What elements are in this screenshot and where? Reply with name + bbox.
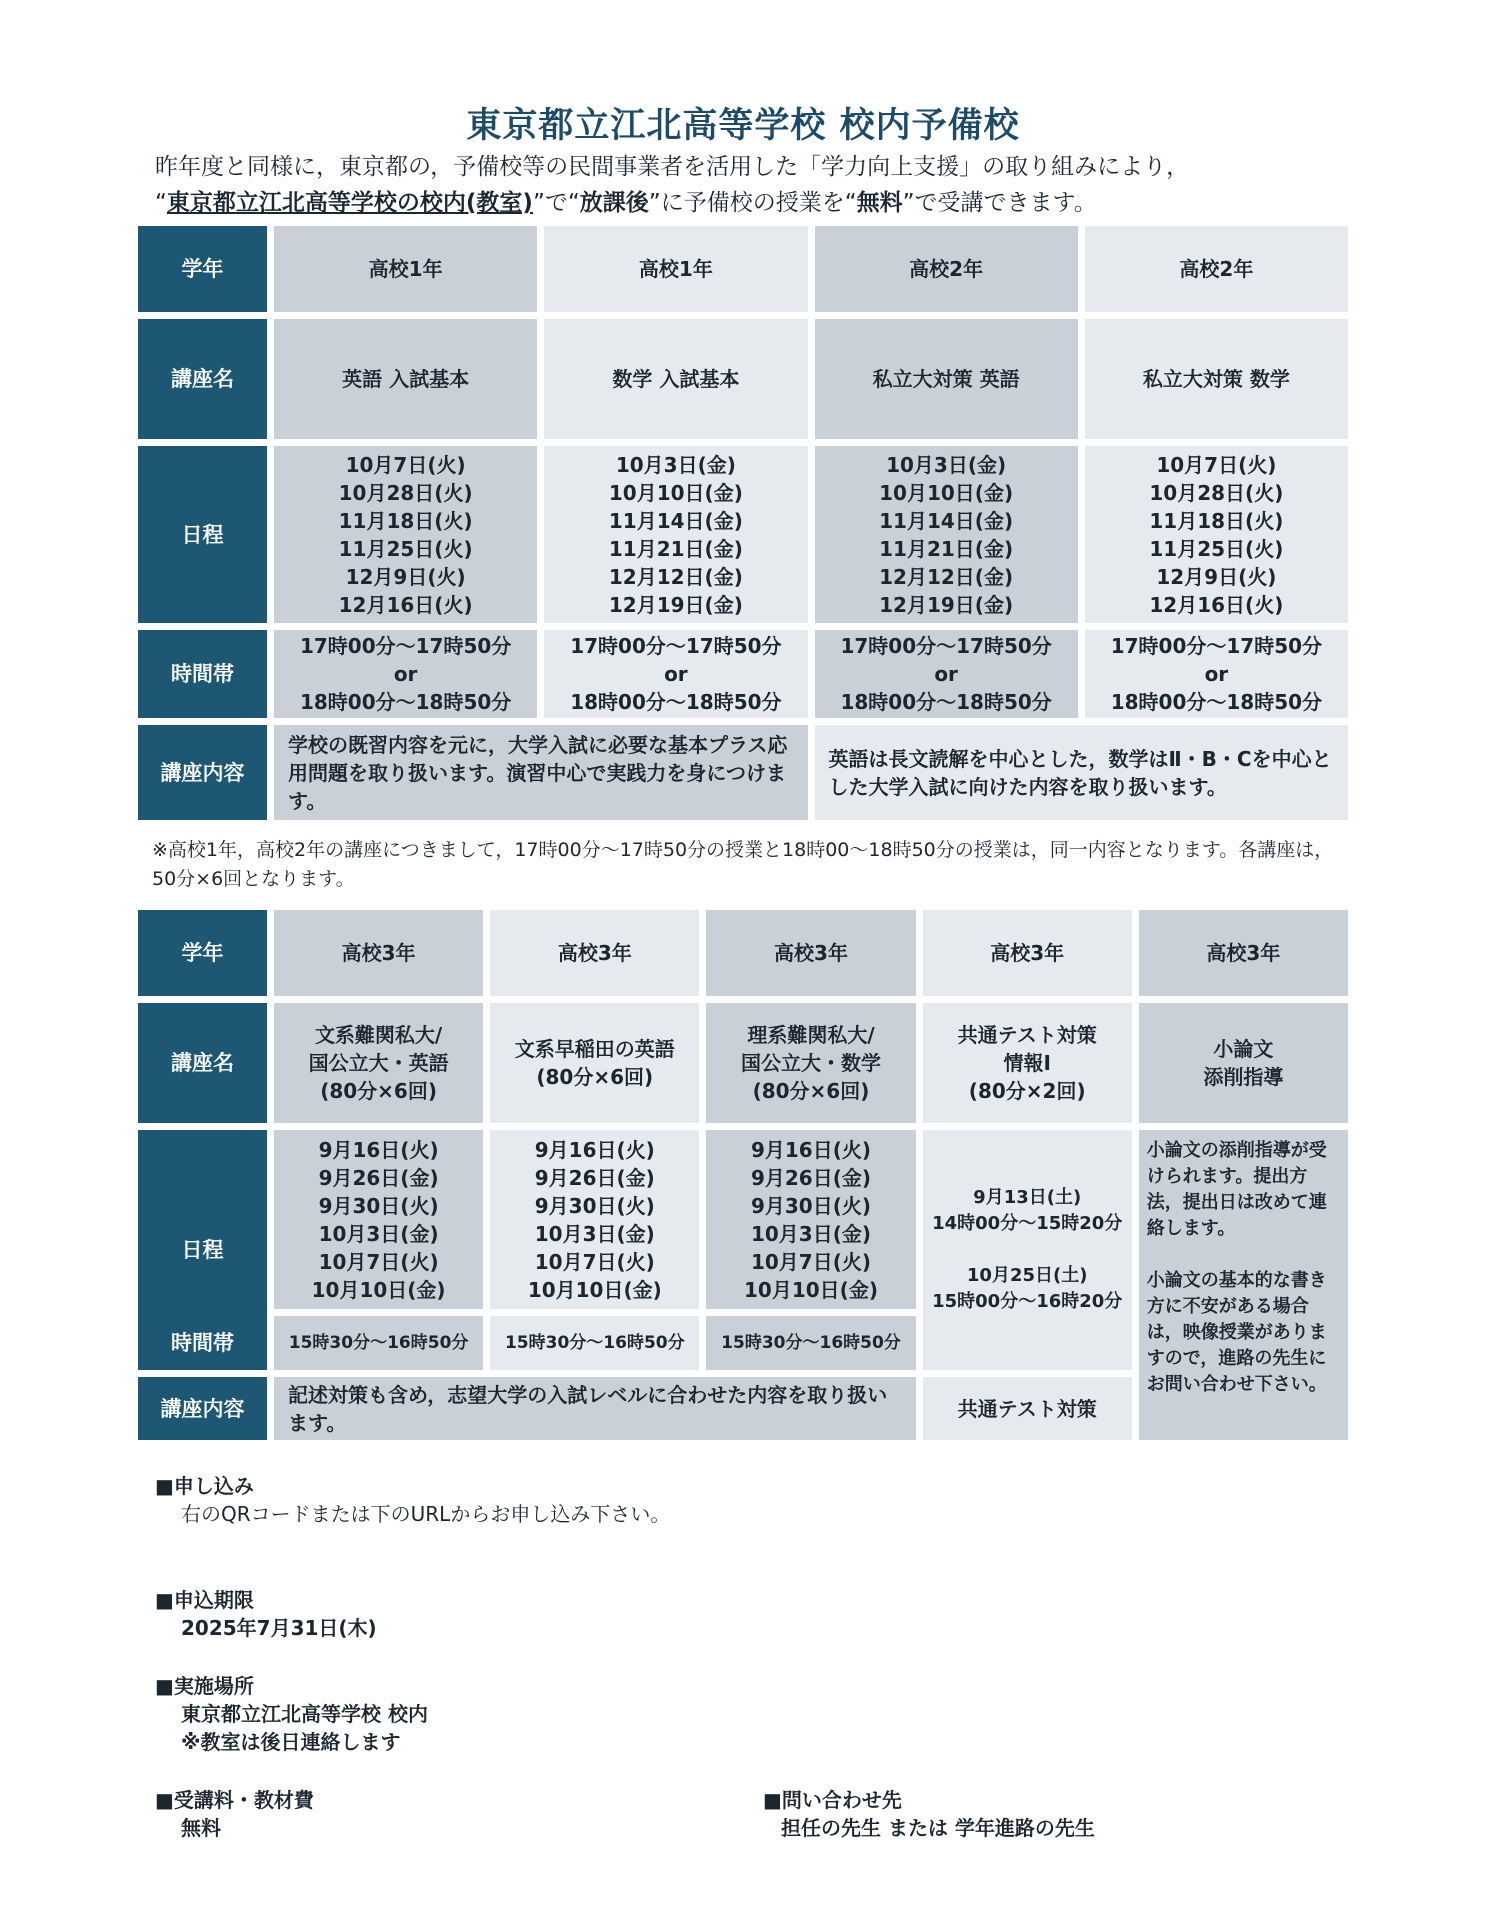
fee-section — [155, 1786, 314, 1842]
place-text: 東京都立江北高等学校 校内 ※教室は後日連絡します — [181, 1702, 428, 1754]
contact-heading: ■問い合わせ先 — [763, 1788, 902, 1812]
schedule-cell: 9月16日(火) 9月26日(金) 9月30日(火) 10月3日(金) 10月7日(火) 10月10日(金) — [490, 1130, 699, 1309]
apply-text: 右のQRコードまたは下のURLからお申し込み下さい。 — [181, 1502, 671, 1526]
content-cell-info: 共通テスト対策 — [923, 1377, 1132, 1440]
essay-note-cell: 小論文の添削指導が受けられます。提出方法，提出日は改めて連絡します。 小論文の基本的な書き方に不安がある場合は，映像授業がありますので，進路の先生にお問い合わせ下さい。 — [1139, 1130, 1348, 1440]
contact-section — [763, 1786, 1095, 1842]
time-cell: 17時00分～17時50分 or 18時00分～18時50分 — [815, 630, 1078, 718]
intro-school-location: 東京都立江北高等学校の校内(教室) — [166, 190, 533, 216]
schedule-cell: 10月7日(火) 10月28日(火) 11月18日(火) 11月25日(火) 12月9日(火) 12月16日(火) — [274, 446, 537, 623]
grade-cell: 高校1年 — [544, 226, 807, 312]
grade-cell: 高校1年 — [274, 226, 537, 312]
page-title: 東京都立江北高等学校 校内予備校 — [466, 106, 1020, 146]
deadline-section — [155, 1586, 377, 1642]
fee-text: 無料 — [181, 1816, 221, 1840]
row-header-schedule: 日程 — [138, 446, 267, 623]
row-header-time: 時間帯 — [138, 630, 267, 718]
grade-cell: 高校3年 — [923, 910, 1132, 996]
course-cell: 私立大対策 英語 — [815, 319, 1078, 439]
intro-free: 無料 — [856, 190, 903, 216]
content-cell-grade2: 英語は長文読解を中心とした，数学はⅡ・B・Cを中心とした大学入試に向けた内容を取り扱います。 — [815, 725, 1349, 820]
grade-cell: 高校3年 — [706, 910, 915, 996]
grade-cell: 高校3年 — [274, 910, 483, 996]
intro-line-1: 昨年度と同様に，東京都の，予備校等の民間事業者を活用した「学力向上支援」の取り組みにより， — [155, 154, 1190, 180]
content-cell-grade3: 記述対策も含め，志望大学の入試レベルに合わせた内容を取り扱います。 — [274, 1377, 916, 1440]
row-header-course: 講座名 — [138, 319, 267, 439]
time-cell: 15時30分～16時50分 — [706, 1316, 915, 1370]
intro-after-school: 放課後 — [579, 190, 649, 216]
row-header-time: 時間帯 — [138, 1316, 267, 1370]
course-cell: 文系難関私大/ 国公立大・英語 (80分×6回) — [274, 1003, 483, 1123]
course-cell: 英語 入試基本 — [274, 319, 537, 439]
schedule-table-grade1-2 — [138, 226, 1348, 820]
deadline-heading: ■申込期限 — [155, 1588, 254, 1612]
place-heading: ■実施場所 — [155, 1674, 254, 1698]
schedule-table-grade3 — [138, 910, 1348, 1442]
fee-heading: ■受講料・教材費 — [155, 1788, 314, 1812]
row-header-schedule: 日程 — [138, 1130, 267, 1370]
grade-cell: 高校3年 — [490, 910, 699, 996]
footnote: ※高校1年，高校2年の講座につきまして，17時00分～17時50分の授業と18時00～18時50分の授業は，同一内容となります。各講座は，50分×6回となります。 — [152, 839, 1334, 890]
grade-cell: 高校2年 — [1085, 226, 1348, 312]
apply-heading: ■申し込み — [155, 1474, 254, 1498]
intro-line-2: “東京都立江北高等学校の校内(教室)”で“放課後”に予備校の授業を“無料”で受講できます。 — [155, 190, 1097, 216]
apply-section — [155, 1472, 670, 1528]
deadline-text: 2025年7月31日(木) — [181, 1616, 377, 1640]
row-header-grade: 学年 — [138, 910, 267, 996]
course-cell: 理系難関私大/ 国公立大・数学 (80分×6回) — [706, 1003, 915, 1123]
schedule-cell: 10月3日(金) 10月10日(金) 11月14日(金) 11月21日(金) 12月12日(金) 12月19日(金) — [815, 446, 1078, 623]
course-cell: 文系早稲田の英語 (80分×6回) — [490, 1003, 699, 1123]
time-cell: 17時00分～17時50分 or 18時00分～18時50分 — [544, 630, 807, 718]
grade-cell: 高校2年 — [815, 226, 1078, 312]
content-cell-grade1: 学校の既習内容を元に，大学入試に必要な基本プラス応用問題を取り扱います。演習中心で実践力を身につけます。 — [274, 725, 808, 820]
time-cell: 15時30分～16時50分 — [274, 1316, 483, 1370]
schedule-cell: 9月16日(火) 9月26日(金) 9月30日(火) 10月3日(金) 10月7日(火) 10月10日(金) — [274, 1130, 483, 1309]
course-cell: 共通テスト対策 情報Ⅰ (80分×2回) — [923, 1003, 1132, 1123]
row-header-content: 講座内容 — [138, 1377, 267, 1440]
info-schedule-cell: 9月13日(土) 14時00分～15時20分 10月25日(土) 15時00分～16時20分 — [923, 1130, 1132, 1370]
course-cell: 小論文 添削指導 — [1139, 1003, 1348, 1123]
time-cell: 17時00分～17時50分 or 18時00分～18時50分 — [274, 630, 537, 718]
grade-cell: 高校3年 — [1139, 910, 1348, 996]
schedule-cell: 10月7日(火) 10月28日(火) 11月18日(火) 11月25日(火) 12月9日(火) 12月16日(火) — [1085, 446, 1348, 623]
schedule-cell: 9月16日(火) 9月26日(金) 9月30日(火) 10月3日(金) 10月7日(火) 10月10日(金) — [706, 1130, 915, 1309]
time-cell: 17時00分～17時50分 or 18時00分～18時50分 — [1085, 630, 1348, 718]
course-cell: 私立大対策 数学 — [1085, 319, 1348, 439]
row-header-content: 講座内容 — [138, 725, 267, 820]
row-header-grade: 学年 — [138, 226, 267, 312]
contact-text: 担任の先生 または 学年進路の先生 — [781, 1816, 1095, 1840]
place-section — [155, 1672, 428, 1756]
row-header-course: 講座名 — [138, 1003, 267, 1123]
schedule-cell: 10月3日(金) 10月10日(金) 11月14日(金) 11月21日(金) 12月12日(金) 12月19日(金) — [544, 446, 807, 623]
time-cell: 15時30分～16時50分 — [490, 1316, 699, 1370]
course-cell: 数学 入試基本 — [544, 319, 807, 439]
